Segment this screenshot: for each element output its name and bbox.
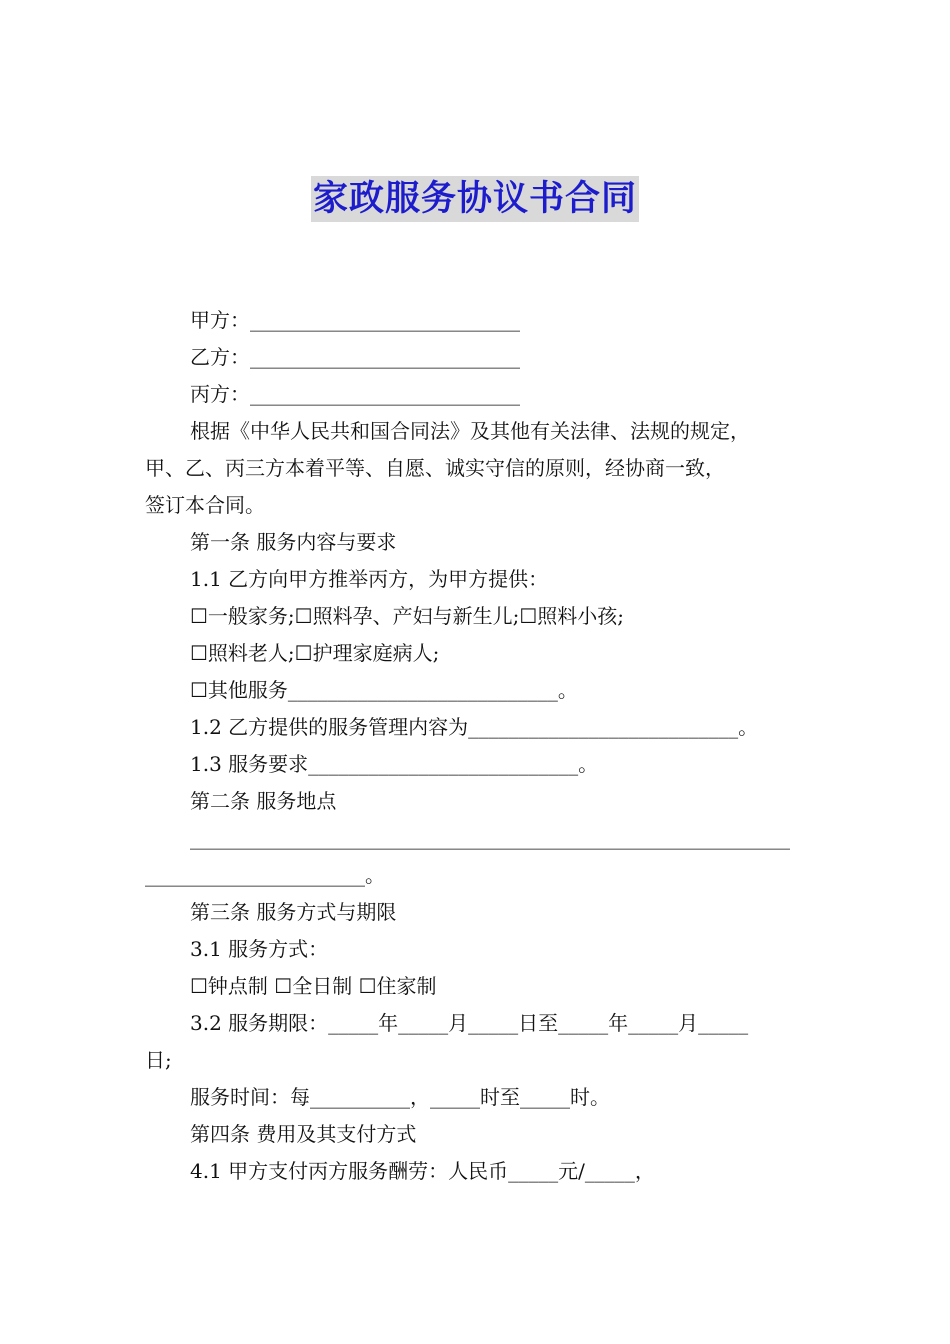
article-3-service-time: 服务时间：每__________，_____时至_____时。 — [190, 1085, 610, 1109]
intro-line-1: 根据《中华人民共和国合同法》及其他有关法律、法规的规定， — [190, 419, 750, 443]
article-1-3: 1.3 服务要求___________________________。 — [190, 752, 599, 776]
article-2-address-line-2: ______________________。 — [145, 863, 385, 887]
article-1-options-3: ☐其他服务___________________________。 — [190, 678, 578, 702]
article-3-2-line-2: 日; — [145, 1048, 172, 1072]
article-1-options-2: ☐照料老人;☐护理家庭病人; — [190, 641, 440, 665]
intro-line-3: 签订本合同。 — [145, 493, 265, 517]
party-b-line: 乙方：___________________________ — [190, 345, 520, 369]
article-2-title: 第二条 服务地点 — [190, 789, 337, 813]
article-2-address-line-1: ____________________________________________________________ — [190, 826, 790, 850]
intro-line-2: 甲、乙、丙三方本着平等、自愿、诚实守信的原则，经协商一致， — [145, 456, 725, 480]
article-1-2: 1.2 乙方提供的服务管理内容为___________________________。 — [190, 715, 759, 739]
title-block — [0, 176, 950, 222]
article-4-1: 4.1 甲方支付丙方服务酬劳：人民币_____元/_____， — [190, 1159, 655, 1183]
article-1-options-1: ☐一般家务;☐照料孕、产妇与新生儿;☐照料小孩; — [190, 604, 625, 628]
article-3-2-line-1: 3.2 服务期限：_____年_____月_____日至_____年_____月_____ — [190, 1011, 749, 1035]
document-title: 家政服务协议书合同 — [311, 176, 639, 222]
article-1-title: 第一条 服务内容与要求 — [190, 530, 397, 554]
contract-body — [145, 302, 820, 1190]
article-3-options: ☐钟点制 ☐全日制 ☐住家制 — [190, 974, 437, 998]
article-4-title: 第四条 费用及其支付方式 — [190, 1122, 417, 1146]
article-3-title: 第三条 服务方式与期限 — [190, 900, 397, 924]
article-1-1: 1.1 乙方向甲方推举丙方，为甲方提供： — [190, 567, 549, 591]
article-3-1: 3.1 服务方式： — [190, 937, 329, 961]
party-a-line: 甲方：___________________________ — [190, 308, 520, 332]
party-c-line: 丙方：___________________________ — [190, 382, 520, 406]
